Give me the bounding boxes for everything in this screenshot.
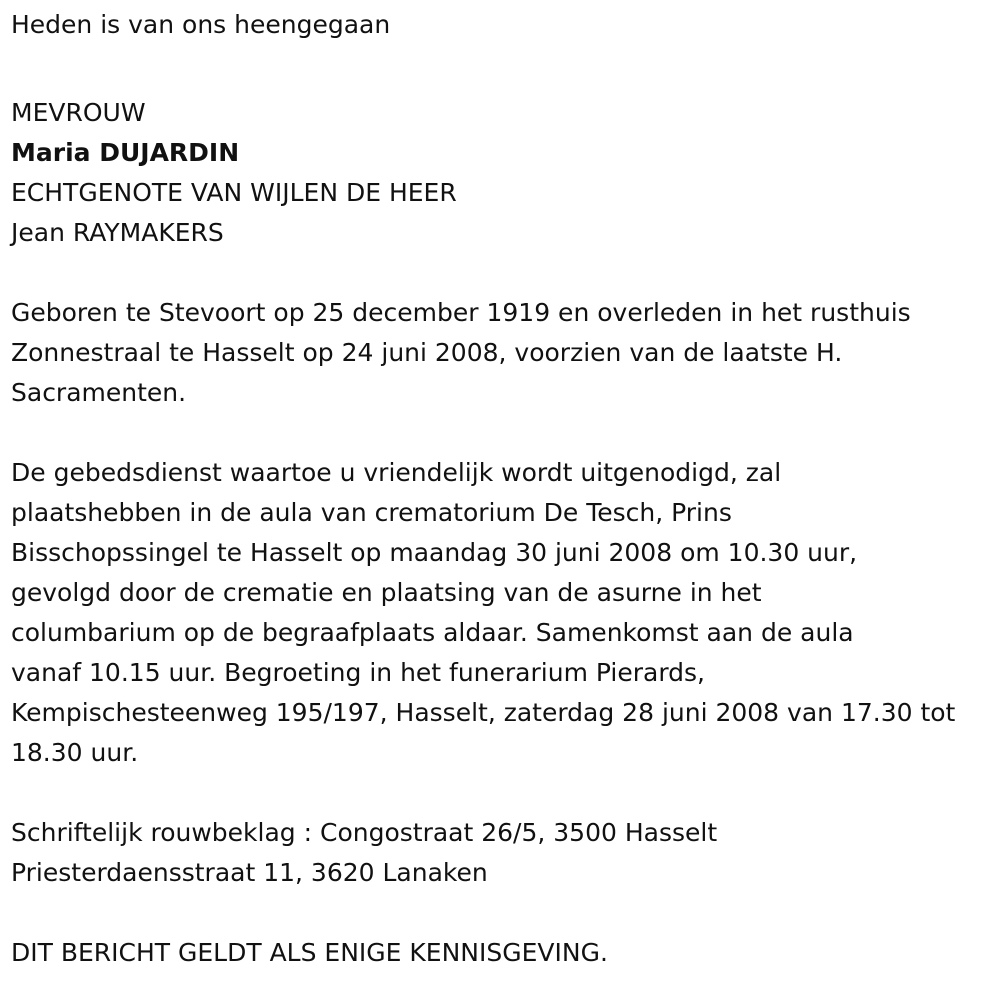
paragraph-line: plaatshebben in de aula van crematorium De Tesch, Prins [11, 498, 732, 527]
paragraph-line: gevolgd door de crematie en plaatsing van de asurne in het [11, 578, 762, 607]
spacer [11, 893, 991, 933]
paragraph-line: 18.30 uur. [11, 738, 139, 767]
condolence-paragraph [11, 813, 991, 893]
paragraph-line: Bisschopssingel te Hasselt op maandag 30 juni 2008 om 10.30 uur, [11, 538, 858, 567]
obituary-notice [11, 0, 991, 973]
condolence-address: Schriftelijk rouwbeklag : Congostraat 26/5, 3500 Hasselt [11, 818, 718, 847]
paragraph-line: Sacramenten. [11, 378, 187, 407]
deceased-name: Maria DUJARDIN [11, 138, 240, 167]
paragraph-line: columbarium op de begraafplaats aldaar. Samenkomst aan de aula [11, 618, 854, 647]
spacer [11, 45, 991, 93]
intro-text: Heden is van ons heengegaan [11, 10, 391, 39]
birth-death-paragraph [11, 293, 991, 413]
paragraph-line: vanaf 10.15 uur. Begroeting in het funerarium Pierards, [11, 658, 706, 687]
paragraph-line: De gebedsdienst waartoe u vriendelijk wordt uitgenodigd, zal [11, 458, 782, 487]
paragraph-line: Geboren te Stevoort op 25 december 1919 en overleden in het rusthuis [11, 298, 911, 327]
paragraph-line: Zonnestraal te Hasselt op 24 juni 2008, voorzien van de laatste H. [11, 338, 843, 367]
spacer [11, 253, 991, 293]
spacer [11, 773, 991, 813]
honorific-title: MEVROUW [11, 98, 146, 127]
spacer [11, 413, 991, 453]
condolence-address: Priesterdaensstraat 11, 3620 Lanaken [11, 858, 488, 887]
relation-text: ECHTGENOTE VAN WIJLEN DE HEER [11, 178, 457, 207]
paragraph-line: Kempischesteenweg 195/197, Hasselt, zaterdag 28 juni 2008 van 17.30 tot [11, 698, 956, 727]
spouse-name: Jean RAYMAKERS [11, 218, 224, 247]
closing-statement: DIT BERICHT GELDT ALS ENIGE KENNISGEVING. [11, 938, 608, 967]
service-paragraph [11, 453, 991, 773]
